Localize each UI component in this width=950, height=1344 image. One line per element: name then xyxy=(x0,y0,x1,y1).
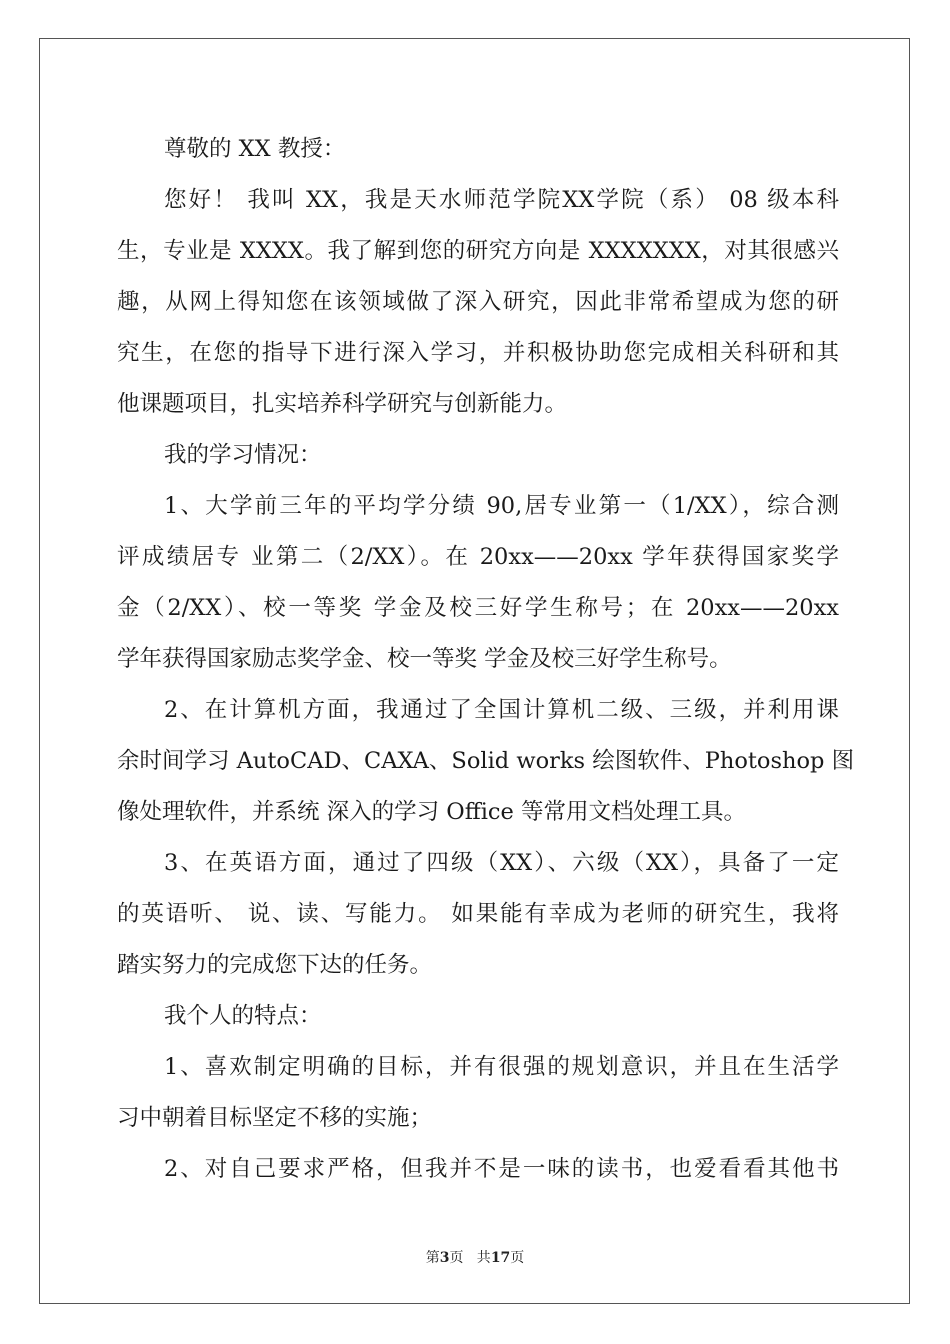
text-line: 1、大学前三年的平均学分绩 90,居专业第一（1/XX），综合测 xyxy=(164,493,839,519)
footer-suffix: 页 xyxy=(510,1250,525,1266)
footer-prefix: 第 xyxy=(425,1250,440,1266)
text-line: 像处理软件，并系统 深入的学习 Office 等常用文档处理工具。 xyxy=(117,799,747,825)
text-line: 究生，在您的指导下进行深入学习，并积极协助您完成相关科研和其 xyxy=(117,340,839,366)
text-line: 2、在计算机方面，我通过了全国计算机二级、三级，并利用课 xyxy=(164,697,839,723)
total-pages-number: 17 xyxy=(490,1250,511,1266)
text-line: 尊敬的 XX 教授： xyxy=(164,136,346,162)
text-line: 的英语听、 说、读、写能力。 如果能有幸成为老师的研究生，我将 xyxy=(117,901,839,927)
text-line: 金（2/XX）、校一等奖 学金及校三好学生称号；在 20xx——20xx xyxy=(117,595,839,621)
text-line: 生，专业是 XXXX。我了解到您的研究方向是 XXXXXXX，对其很感兴 xyxy=(117,238,839,264)
text-line: 3、在英语方面，通过了四级（XX）、六级（XX），具备了一定 xyxy=(164,850,839,876)
text-line: 我的学习情况： xyxy=(164,442,322,468)
text-line: 学年获得国家励志奖学金、校一等奖 学金及校三好学生称号。 xyxy=(117,646,732,672)
text-line: 我个人的特点： xyxy=(164,1003,322,1029)
text-line: 习中朝着目标坚定不移的实施； xyxy=(117,1105,433,1131)
current-page-number: 3 xyxy=(439,1250,450,1266)
text-line: 趣，从网上得知您在该领域做了深入研究，因此非常希望成为您的研 xyxy=(117,289,839,315)
page-footer xyxy=(0,1247,950,1267)
document-body xyxy=(117,124,855,1195)
text-line: 1、喜欢制定明确的目标，并有很强的规划意识，并且在生活学 xyxy=(164,1054,839,1080)
text-line: 踏实努力的完成您下达的任务。 xyxy=(117,952,433,978)
text-line: 余时间学习 AutoCAD、CAXA、Solid works 绘图软件、Photoshop 图 xyxy=(117,748,855,774)
text-line: 评成绩居专 业第二（2/XX）。在 20xx——20xx 学年获得国家奖学 xyxy=(117,544,839,570)
text-line: 2、对自己要求严格，但我并不是一味的读书，也爱看看其他书 xyxy=(164,1156,839,1182)
text-line: 他课题项目，扎实培养科学研究与创新能力。 xyxy=(117,391,568,417)
text-line: 您好！ 我叫 XX，我是天水师范学院XX学院（系） 08 级本科 xyxy=(164,187,839,213)
footer-middle: 页 共 xyxy=(449,1250,491,1266)
